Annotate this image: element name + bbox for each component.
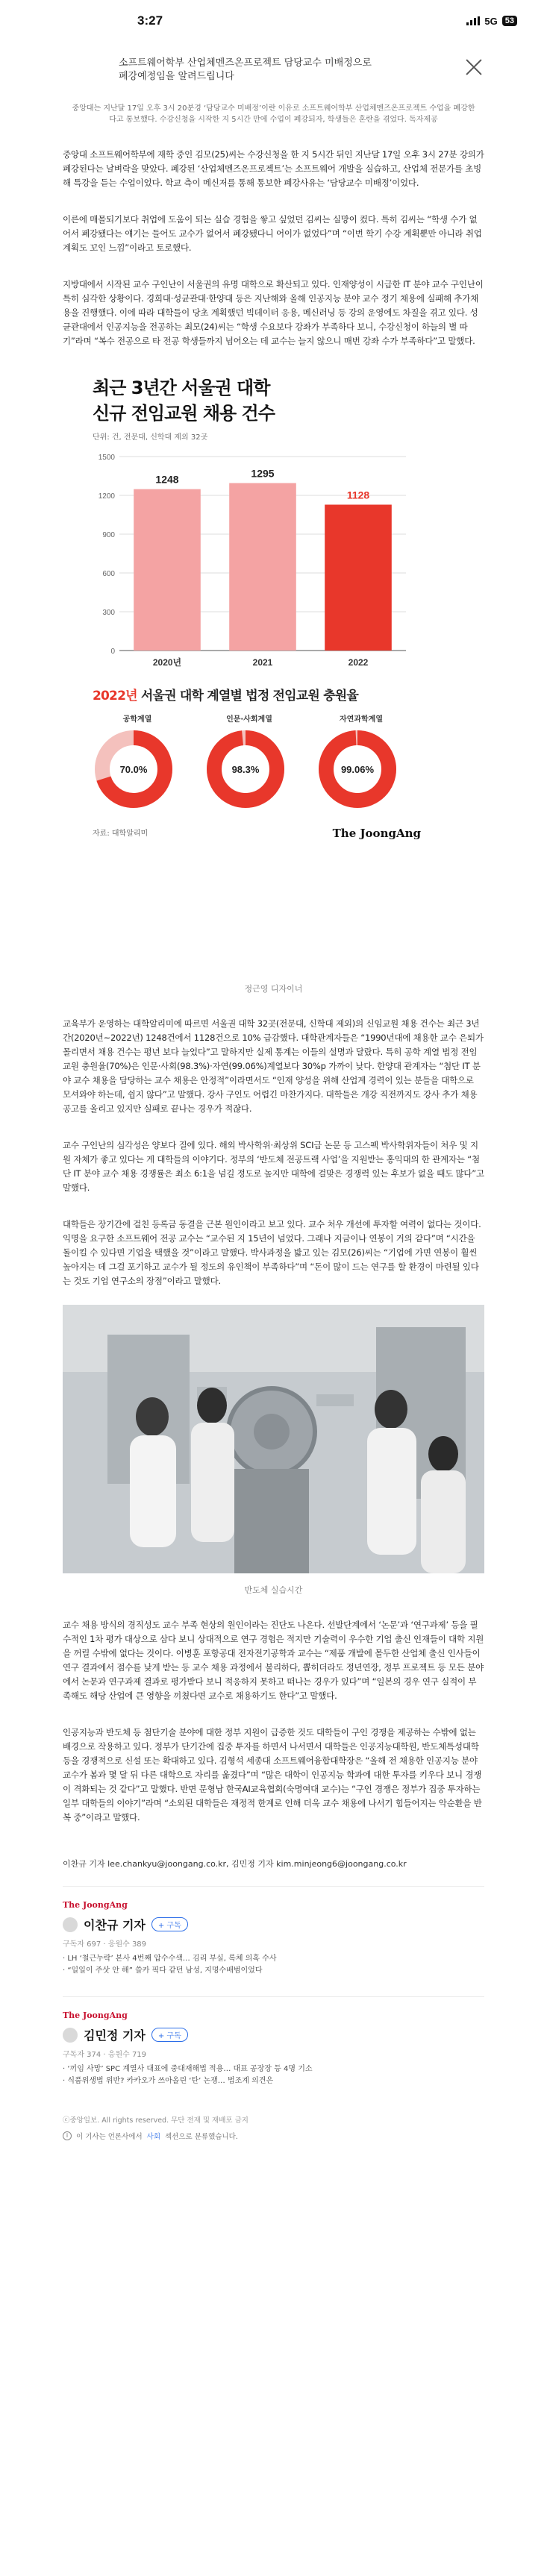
article-content: [63, 42, 484, 2141]
donut-category-label: 인문·사회계열: [226, 715, 272, 724]
chart-brand-logo: The JoongAng: [332, 827, 421, 840]
reporter-card-1: [63, 1886, 484, 1977]
byline: 이찬규 기자 lee.chankyu@joongang.co.kr, 김민정 기자 kim.minjeong6@joongang.co.kr: [63, 1859, 407, 1869]
info-icon: i: [63, 2131, 72, 2140]
donut-chart: [93, 728, 175, 810]
donut-category-label: 공학계열: [122, 715, 152, 724]
image-header: [63, 42, 484, 97]
status-right: [466, 16, 517, 27]
status-time: 3:27: [137, 13, 163, 28]
y-tick-label: 600: [102, 570, 115, 578]
donut-charts: [93, 712, 406, 810]
image-lede: 중앙대는 지난달 17일 오후 3시 20분경 ‘담당교수 미배정’이란 이유로 소프트웨어학부 산업체멘즈온프로젝트 수업을 폐강한다고 통보했다. 수강신청을 시작한 지 5시간 만에 수업이 폐강되자, 학생들은 혼란을 겪었다. 독자제공: [72, 104, 475, 124]
chart-source: 자료: 대학알리미: [93, 830, 149, 838]
y-tick-label: 900: [102, 531, 115, 539]
donut-title: [93, 685, 443, 703]
signal-icon: [466, 16, 480, 25]
reporter-card-2: [63, 1996, 484, 2087]
y-tick-label: 300: [102, 609, 115, 617]
reporter-articles: [63, 2063, 484, 2087]
chart-title: [93, 375, 443, 426]
donut-title-text: 서울권 대학 계열별 법정 전임교원 충원율: [137, 689, 359, 703]
chart-unit: 단위: 건, 전문대, 신학대 제외 32곳: [93, 433, 208, 442]
reporter-articles: [63, 1953, 484, 1977]
status-bar: [0, 0, 547, 42]
paragraph-3: 지방대에서 시작된 교수 구인난이 서울권의 유명 대학으로 확산되고 있다. 인재양성이 시급한 IT 분야 교수 구인난이 특히 심각한 상황이다. 경희대·성균관대·한양대 등은 지난해와 올해 인공지능 분야 교수 정기 채용에 실패해 추가채용을 진행했다. 이에 따라 대학들이 당초 계획했던 빅데이터 응용, 메신러닝 등 강의 운영에도 차질을 겪고 있다. 성균관대에서 인공지능을 전공하는 최모(24)씨는 “학생 수요보다 강좌가 부족하다 보니, 수강신청이 하늘의 별 따기”라며 “복수 전공으로 타 전공 학생들까지 넘어오는 데 교수는 늘지 않으니 매번 강좌 수가 부족하다”고 말했다.: [63, 279, 484, 346]
reporter-brand: The JoongAng: [63, 2011, 128, 2020]
chart-caption: 정근영 디자이너: [244, 984, 303, 994]
bar-value-label: 1248: [155, 473, 179, 486]
x-tick-label: 2022: [348, 657, 369, 668]
section-link[interactable]: 사회: [146, 2133, 160, 2141]
paragraph-8: 인공지능과 반도체 등 첨단기술 분야에 대한 정부 지원이 급증한 것도 대학들이 구인 경쟁을 제공하는 수밖에 없는 배경으로 작용하고 있다. 정부가 단기간에 집중 투자를 하면서 나서면서 대학들은 인공지능대학원, 반도체특성대학 등을 경쟁적으로 신설 또는 확대하고 있다. 김형석 세종대 소프트웨어융합대학장은 “올해 전 채용한 인공지능 분야 교수가 봄과 몇 달 뒤 다른 대학으로 자리를 옮겼다”며 “많은 대학이 인공지능 학과에 대한 투자를 키우다 보니 경쟁이 격화되는 것 같다”고 말했다. 반면 문형남 한국AI교육협회(숙명여대 교수)는 “구인 경쟁은 정부가 집중 투자하는 일부 대학들의 이야기”라며 “소외된 대학들은 재정적 한계로 인해 더욱 교수 채용에 나서기 힘들어지는 악순환을 반복 중”이라고 말했다.: [63, 1727, 482, 1823]
paragraph-6: 대학들은 장기간에 걸친 등록금 동결을 근본 원인이라고 보고 있다. 교수 처우 개선에 투자할 여력이 없다는 것이다. 익명을 요구한 소프트웨어 전공 교수는 “교수된 지 15년이 넘었다. 그래나 지금이나 연봉이 거의 같다”며 “시간을 돌이킬 수 있다면 기업을 택했을 것”이라고 말했다. 박사과정을 밟고 있는 김모(26)씨는 “기업에 가면 연봉이 훨씬 높아지는 데 그걸 포기하고 교수가 될 정도의 유인책이 부족하다”며 “돈이 많이 드는 연구를 할 환경이 마련될 있다는 것도 기업 연구소의 장점”이라고 말했다.: [63, 1219, 481, 1286]
paragraph-1: 중앙대 소프트웨어학부에 재학 중인 김모(25)씨는 수강신청을 한 지 5시간 뒤인 지난달 17일 오후 3시 27분 강의가 폐강된다는 날벼락을 맞았다. 폐강된 ‘산업체멘즈온프로젝트’는 소프트웨어 개발을 실습하고, 산업체 전문가를 초빙해 특강을 듣는 수업이었다. 학교 측이 메신저를 통해 통보한 폐강사유는 ‘담당교수 미배정’이었다.: [63, 149, 484, 188]
x-tick-label: 2020년: [152, 657, 182, 668]
reporter-name[interactable]: 이찬규 기자: [84, 1918, 146, 1932]
donut-category-label: 자연과학계열: [340, 715, 383, 724]
avatar: [63, 1917, 78, 1932]
article-photo: [63, 1305, 484, 1573]
photo-caption: 반도체 실습시간: [244, 1585, 303, 1595]
section-note-post: 섹션으로 분류했습니다.: [165, 2133, 238, 2141]
bar: [325, 504, 392, 651]
reporter-article-link[interactable]: · ‘끼임 사망’ SPC 계열사 대표에 중대재해법 적용… 대표 공장장 등 4명 기소: [63, 2065, 313, 2073]
reporter-name[interactable]: 김민정 기자: [84, 2028, 146, 2043]
follow-button[interactable]: + 구독: [151, 2028, 188, 2042]
follow-button[interactable]: + 구독: [151, 1917, 188, 1931]
reporter-meta: 구독자 374 · 응원수 719: [63, 2051, 147, 2059]
bar: [134, 489, 201, 651]
paragraph-5: 교수 구인난의 심각성은 양보다 질에 있다. 해외 박사학위·최상위 SCI급 논문 등 고스펙 박사학위자들이 처우 및 지원 자체가 좋고 있다는 게 대학들의 이야기다. 정부의 ‘반도체 전공트랙 사업’을 지원받는 홍익대의 한 관계자는 “첨단 IT 분야 교수 채용 경쟁률은 최소 6:1을 넘길 정도로 높지만 대학에 걸맞은 경쟁력 있는 후보가 없을 때도 많다”고 말했다.: [63, 1140, 484, 1193]
network-label: 5G: [484, 15, 498, 27]
bar-chart: [93, 442, 421, 680]
bar-value-label: 1128: [346, 489, 370, 501]
reporter-meta: 구독자 697 · 응원수 389: [63, 1940, 147, 1949]
paragraph-2: 이른에 매몰되기보다 취업에 도움이 되는 실습 경험을 쌓고 싶었던 김씨는 실망이 컸다. 특히 김씨는 “학생 수가 없어서 폐강됐다는 얘기는 들어도 교수가 없어서 폐강됐다니 어이가 없었다”며 “이번 학기 수강 계획뿐만 아니라 취업 계획도 꼬인 느낌”이라고 토로했다.: [63, 214, 482, 253]
headline: 소프트웨어학부 산업체멘즈온프로젝트 담당교수 미배정으로 폐강예정임을 알려드립니다: [119, 57, 372, 82]
y-tick-label: 0: [110, 648, 115, 656]
y-tick-label: 1200: [98, 492, 115, 501]
donut-value-label: 99.06%: [340, 764, 375, 775]
photo-lab-illustration: [63, 1305, 484, 1573]
reporter-row: [63, 1916, 484, 1933]
copyright: ⓒ중앙일보. All rights reserved. 무단 전재 및 재배포 금지: [63, 2116, 249, 2125]
y-tick-label: 1500: [98, 454, 115, 462]
donut-chart: [316, 728, 398, 810]
donut-value-label: 70.0%: [119, 764, 148, 775]
reporter-article-link[interactable]: · “일일이 주삿 안 해” 쓸카 픽다 같던 남성, 지명수배범이었다: [63, 1967, 263, 1975]
paragraph-7: 교수 채용 방식의 경직성도 교수 부족 현상의 원인이라는 진단도 나온다. 선발단계에서 ‘논문’과 ‘연구과제’ 등을 필수적인 1차 평가 대상으로 삼다 보니 상대적으로 연구 경험은 적지만 기술력이 우수한 기업 출신 인재들이 대학 지원을 꺼릴 수밖에 없다는 것이다. 이병훈 포항공대 전자전기공학과 교수는 “제품 개발에 몰두한 산업체 출신 인사들이 연구 결과에서 점수를 낮게 받는 등 교수 채용 과정에서 불리하다, 뽑히더라도 정년연장, 정부 프로젝트 등 모든 분야에서 논문과 연구과제 결과로 평가받다 보니 적응하지 못하고 떠나는 경우가 있다”며 “일본의 경우 연구 실적이 부족해도 해당 산업에 큰 영향을 끼쳤다면 교수로 채용하기도 한다”고 말했다.: [63, 1620, 484, 1701]
chart-footer: [93, 827, 421, 840]
chart-title-line: 신규 전임교원 채용 건수: [93, 403, 275, 424]
bar: [229, 483, 296, 651]
reporter-row: [63, 2026, 484, 2043]
avatar: [63, 2028, 78, 2043]
donut-chart: [204, 728, 287, 810]
battery-icon: 53: [502, 16, 517, 26]
donut-title-year: 2022년: [93, 689, 137, 703]
infographic: [93, 375, 443, 972]
x-tick-label: 2021: [252, 657, 273, 668]
donut-value-label: 98.3%: [231, 764, 260, 775]
paragraph-4: 교육부가 운영하는 대학알리미에 따르면 서울권 대학 32곳(전문대, 신학대 제외)의 신임교원 채용 건수는 최근 3년간(2020년~2022년) 1248건에서 1128건으로 10% 급감했다. 대학관계자들은 “1990년대에 채용한 교수 은퇴가 몰리면서 채용 건수는 평년 보다 늘었다”고 말하지만 실제 통계는 이들의 설명과 달랐다. 특히 공학 계열 법정 전임교원 충원율(70%)은 인문·사회(98.3%)·자연(99.06%)계열보다 30%p 가까이 낮다. 한양대 관계자는 “첨단 IT 분야 교수 채용을 담당하는 교수 채용은 안정적”이라면서도 “인재 양성을 위해 산업계 경력이 있는 분들을 대학으로 모셔와야 하는데, 쉽지 않다”고 말했다. 강사 구인도 어렵긴 마찬가지다. 대학들은 개강 직전까지도 강사 추가 채용공고를 올리고 있지만 실패로 끝나는 경우가 적잖다.: [63, 1018, 484, 1114]
close-icon[interactable]: [463, 57, 484, 78]
bar-value-label: 1295: [251, 467, 275, 480]
section-note: [63, 2131, 484, 2141]
reporter-article-link[interactable]: · 식품위생법 위반? 카카오가 쓰아올린 ‘탄’ 논쟁… 법조계 의견은: [63, 2077, 274, 2085]
reporter-brand: The JoongAng: [63, 1900, 128, 1910]
section-note-pre: 이 기사는 언론사에서: [76, 2133, 143, 2141]
reporter-article-link[interactable]: · LH ‘철근누락’ 본사 4번째 압수수색… 김리 부실, 록체 의혹 수사: [63, 1955, 277, 1963]
donut-item: [316, 712, 406, 810]
donut-item: [204, 712, 294, 810]
donut-item: [93, 712, 182, 810]
chart-title-line: 최근 3년간 서울권 대학: [93, 377, 270, 398]
